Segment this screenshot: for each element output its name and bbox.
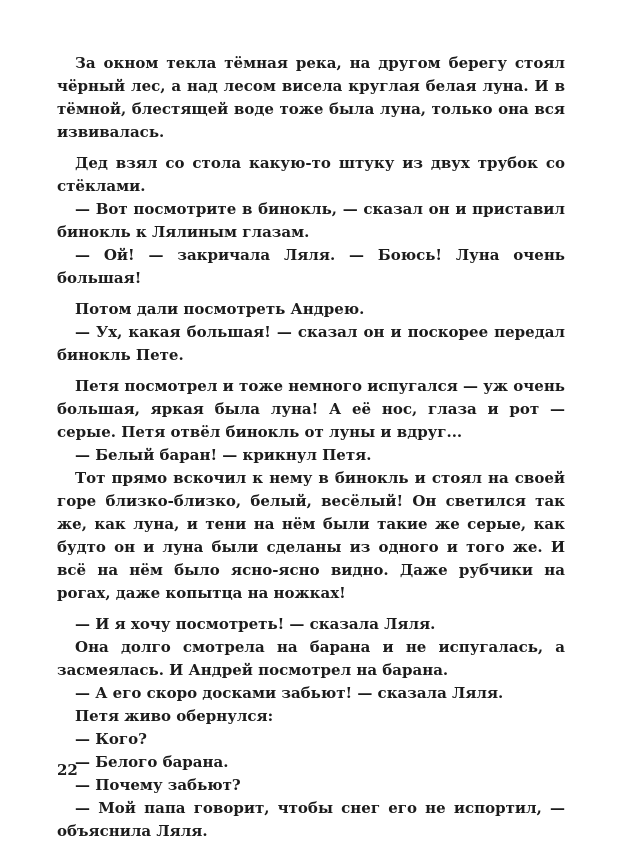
paragraph-14: — Кого? (75, 730, 147, 748)
paragraph-17: — Мой папа говорит, чтобы снег его не испортил, — объяснила Ляля. (57, 799, 565, 840)
paragraph-7: Петя посмотрел и тоже немного испугался — уж очень большая, яркая была луна! А её нос, глаза и рот — серые. Петя отвёл бинокль от луны и вдруг... (57, 377, 565, 441)
paragraph-10: — И я хочу посмотреть! — сказала Ляля. (75, 615, 436, 633)
paragraph-5: Потом дали посмотреть Андрею. (75, 300, 365, 318)
paragraph-1: За окном текла тёмная река, на другом берегу стоял чёрный лес, а над лесом висела круглая белая луна. И в тёмной, блестящей воде тоже была луна, только она вся извивалась. (57, 54, 565, 141)
paragraph-8: — Белый баран! — крикнул Петя. (75, 446, 372, 464)
paragraph-4: — Ой! — закричала Ляля. — Боюсь! Луна очень большая! (57, 246, 565, 287)
paragraph-3: — Вот посмотрите в бинокль, — сказал он и приставил бинокль к Лялиным глазам. (57, 200, 565, 241)
paragraph-11: Она долго смотрела на барана и не испугалась, а засмеялась. И Андрей посмотрел на барана. (57, 638, 565, 679)
page-number: 22 (57, 761, 78, 779)
paragraph-12: — А его скоро досками забьют! — сказала Ляля. (75, 684, 504, 702)
paragraph-6: — Ух, какая большая! — сказал он и поскорее передал бинокль Пете. (57, 323, 565, 364)
paragraph-2: Дед взял со стола какую-то штуку из двух трубок со стёклами. (57, 154, 565, 195)
paragraph-13: Петя живо обернулся: (75, 707, 274, 725)
page-text (57, 52, 565, 843)
paragraph-9: Тот прямо вскочил к нему в бинокль и стоял на своей горе близко-близко, белый, весёлый! Он светился так же, как луна, и тени на нём были такие же серые, как будто он и луна были сделаны из одного и того же. И всё на нём было ясно-ясно видно. Даже рубчики на рогах, даже копытца на ножках! (57, 469, 565, 602)
paragraph-15: — Белого барана. (75, 753, 229, 771)
paragraph-16: — Почему забьют? (75, 776, 241, 794)
